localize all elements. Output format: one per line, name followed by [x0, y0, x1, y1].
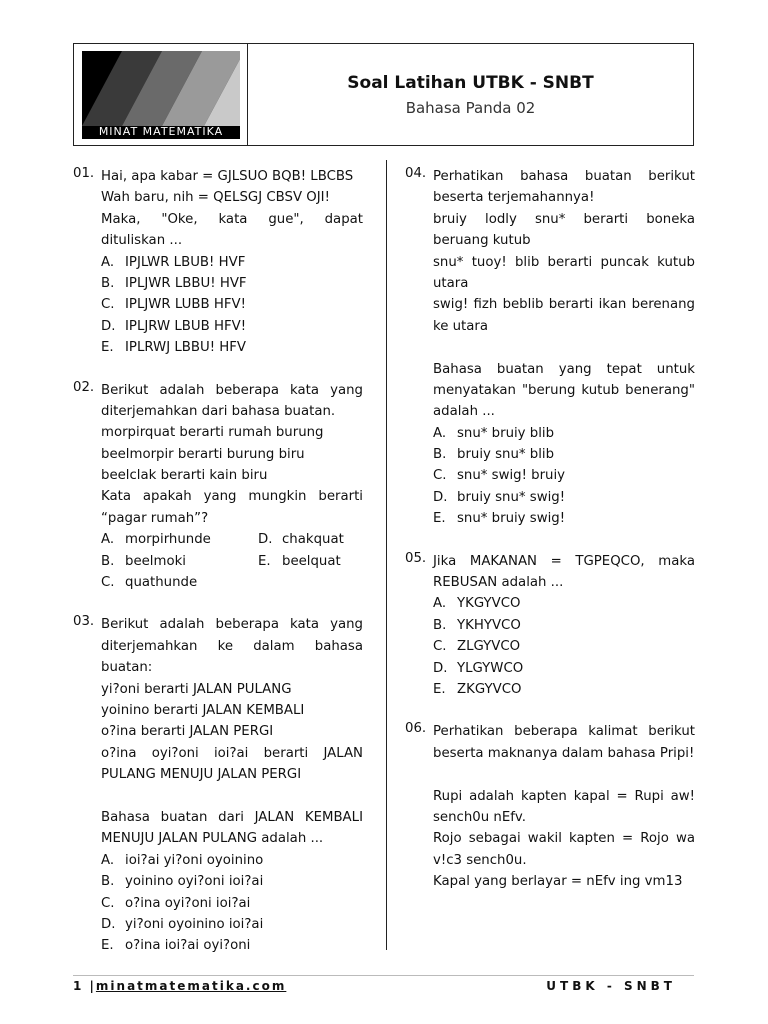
- question-text-line: adalah ...: [433, 404, 495, 420]
- option-letter: D.: [258, 532, 273, 548]
- question-text-line: Rojo sebagai wakil kapten = Rojo wa: [433, 831, 695, 847]
- option-text: ZKGYVCO: [457, 681, 522, 697]
- question-text-line: v!c3 sench0u.: [433, 852, 527, 868]
- question-text-line: Wah baru, nih = QELSGJ CBSV OJI!: [101, 190, 330, 206]
- option-letter: A.: [101, 532, 115, 548]
- option-text: snu* bruiy swig!: [457, 511, 566, 527]
- question-text-line: Kata apakah yang mungkin berarti: [101, 489, 363, 505]
- right-column: [405, 166, 695, 893]
- footer-site-link[interactable]: minatmatematika.com: [95, 979, 287, 993]
- option-text: YKHYVCO: [457, 617, 521, 633]
- answer-option[interactable]: [433, 444, 695, 465]
- question-text-line: beelclak berarti kain biru: [101, 468, 268, 484]
- option-letter: D.: [433, 489, 448, 505]
- answer-option[interactable]: [101, 935, 363, 956]
- question-text-line: Hai, apa kabar = GJLSUO BQB! LBCBS: [101, 169, 354, 184]
- option-text: beelquat: [282, 553, 341, 569]
- answer-option[interactable]: [433, 487, 695, 508]
- logo-text: MINAT MATEMATIKA: [98, 125, 224, 138]
- option-text: IPLRWJ LBBU! HFV: [125, 340, 247, 356]
- option-letter: B.: [433, 617, 447, 633]
- answer-option[interactable]: [433, 658, 695, 679]
- column-divider: [386, 160, 387, 950]
- answer-option-row: [101, 551, 363, 572]
- question-text-line: Rupi adalah kapten kapal = Rupi aw!: [433, 788, 695, 804]
- question-text-line: swig! fizh beblib berarti ikan berenang: [433, 297, 695, 313]
- answer-option[interactable]: [101, 914, 363, 935]
- question-text-line: beserta terjemahannya!: [433, 190, 595, 206]
- answer-option[interactable]: [433, 465, 695, 486]
- answer-option[interactable]: [433, 636, 695, 657]
- question-text-line: Jika MAKANAN = TGPEQCO, maka: [433, 553, 695, 569]
- answer-option[interactable]: [433, 423, 695, 444]
- question-text-line: Kapal yang berlayar = nEfv ing vm13: [433, 874, 683, 890]
- question-text-line: yi?oni berarti JALAN PULANG: [101, 681, 292, 697]
- option-letter: C.: [433, 468, 447, 484]
- answer-option[interactable]: [101, 572, 258, 593]
- question-text-line: yoinino berarti JALAN KEMBALI: [101, 702, 305, 718]
- answer-option[interactable]: [101, 337, 363, 358]
- answer-option[interactable]: [258, 529, 344, 550]
- question-text-line: beelmorpir berarti burung biru: [101, 446, 305, 462]
- blank-line: [101, 786, 363, 807]
- question-text-line: beserta maknanya dalam bahasa Pripi!: [433, 745, 695, 761]
- option-text: IPLJWR LUBB HFV!: [125, 297, 246, 313]
- question-text-line: MENUJU JALAN PULANG adalah ...: [101, 831, 324, 847]
- answer-option[interactable]: [101, 551, 258, 572]
- option-text: o?ina ioi?ai oyi?oni: [125, 938, 251, 954]
- document-title: Soal Latihan UTBK - SNBT: [347, 73, 594, 93]
- question-number: 03.: [73, 614, 95, 630]
- option-letter: E.: [433, 511, 446, 527]
- option-text: ZLGYVCO: [457, 639, 521, 655]
- footer: [73, 975, 694, 996]
- title-area: [248, 44, 693, 145]
- answer-option[interactable]: [433, 593, 695, 614]
- question-text-line: Bahasa buatan yang tepat untuk: [433, 361, 695, 377]
- option-letter: A.: [101, 254, 115, 270]
- option-letter: E.: [101, 938, 114, 954]
- answer-option[interactable]: [101, 850, 363, 871]
- answer-option[interactable]: [101, 294, 363, 315]
- option-letter: C.: [101, 297, 115, 313]
- option-text: quathunde: [125, 575, 198, 591]
- question-text-line: diterjemahkan dari bahasa buatan.: [101, 403, 336, 419]
- option-text: IPLJWR LBBU! HVF: [125, 275, 247, 291]
- answer-option[interactable]: [101, 893, 363, 914]
- question-body: [101, 380, 363, 594]
- answer-option[interactable]: [101, 316, 363, 337]
- question-number: 02.: [73, 379, 95, 395]
- question-text-line: sench0u nEfv.: [433, 809, 526, 825]
- option-letter: D.: [433, 660, 448, 676]
- question-text-line: Berikut adalah beberapa kata yang: [101, 617, 363, 633]
- option-text: ioi?ai yi?oni oyoinino: [125, 852, 264, 868]
- question-text-line: morpirquat berarti rumah burung: [101, 425, 324, 441]
- question-text-line: PULANG MENUJU JALAN PERGI: [101, 767, 302, 783]
- document-subtitle: Bahasa Panda 02: [405, 99, 536, 117]
- question-text-line: dituliskan ...: [101, 233, 183, 249]
- question-text-line: ke utara: [433, 318, 489, 334]
- answer-option[interactable]: [258, 551, 341, 572]
- question-03: [73, 614, 363, 956]
- question-text-line: Maka, "Oke, kata gue", dapat: [101, 211, 363, 227]
- option-letter: B.: [101, 874, 115, 890]
- option-text: YLGYWCO: [457, 660, 524, 676]
- option-letter: C.: [433, 639, 447, 655]
- option-letter: B.: [101, 275, 115, 291]
- page-number: 1 |: [73, 979, 96, 993]
- question-04: [405, 166, 695, 530]
- option-text: snu* bruiy blib: [457, 425, 555, 441]
- option-text: IPLJRW LBUB HFV!: [125, 318, 247, 334]
- option-text: bruiy snu* blib: [457, 447, 555, 463]
- answer-option[interactable]: [433, 508, 695, 529]
- question-text-line: REBUSAN adalah ...: [433, 575, 564, 591]
- option-letter: A.: [433, 425, 447, 441]
- option-text: o?ina oyi?oni ioi?ai: [125, 895, 251, 911]
- option-letter: C.: [101, 575, 115, 591]
- answer-option[interactable]: [101, 273, 363, 294]
- question-text-line: snu* tuoy! blib berarti puncak kutub: [433, 254, 695, 270]
- answer-option-row: [101, 572, 363, 593]
- header-box: [73, 43, 694, 146]
- option-text: snu* swig! bruiy: [457, 468, 566, 484]
- question-body: [101, 614, 363, 956]
- option-letter: E.: [101, 340, 114, 356]
- logo-box: [74, 44, 248, 145]
- question-body: [433, 721, 695, 892]
- option-text: chakquat: [282, 532, 344, 548]
- option-letter: A.: [433, 596, 447, 612]
- question-number: 05.: [405, 550, 427, 566]
- question-text-line: buatan:: [101, 660, 153, 676]
- answer-option[interactable]: [433, 615, 695, 636]
- option-letter: A.: [101, 852, 115, 868]
- answer-option[interactable]: [101, 252, 363, 273]
- footer-left: [73, 979, 286, 993]
- question-number: 06.: [405, 721, 427, 737]
- answer-option[interactable]: [101, 871, 363, 892]
- question-06: [405, 721, 695, 892]
- left-column: [73, 166, 363, 957]
- option-letter: B.: [101, 553, 115, 569]
- option-letter: D.: [101, 916, 116, 932]
- option-text: YKGYVCO: [457, 596, 521, 612]
- option-text: yi?oni oyoinino ioi?ai: [125, 916, 264, 932]
- question-number: 01.: [73, 166, 95, 181]
- question-text-line: “pagar rumah”?: [101, 510, 209, 526]
- question-text-line: Berikut adalah beberapa kata yang: [101, 382, 363, 398]
- question-text-line: Perhatikan beberapa kalimat berikut: [433, 724, 695, 740]
- answer-option-row: [101, 529, 363, 550]
- question-body: [433, 551, 695, 701]
- question-text-line: o?ina oyi?oni ioi?ai berarti JALAN: [101, 745, 363, 761]
- question-text-line: Perhatikan bahasa buatan berikut: [433, 169, 695, 184]
- question-05: [405, 551, 695, 701]
- question-body: [101, 166, 363, 359]
- question-text-line: menyatakan "berung kutub benerang": [433, 382, 695, 398]
- question-01: [73, 166, 363, 359]
- question-text-line: diterjemahkan ke dalam bahasa: [101, 638, 363, 654]
- question-text-line: utara: [433, 275, 469, 291]
- option-text: bruiy snu* swig!: [457, 489, 566, 505]
- option-text: beelmoki: [125, 553, 186, 569]
- option-text: IPJLWR LBUB! HVF: [125, 254, 246, 270]
- footer-exam-label: UTBK - SNBT: [546, 979, 676, 993]
- question-number: 04.: [405, 166, 427, 181]
- question-text-line: bruiy lodly snu* berarti boneka: [433, 211, 695, 227]
- question-02: [73, 380, 363, 594]
- option-letter: C.: [101, 895, 115, 911]
- blank-line: [433, 764, 695, 785]
- option-letter: E.: [433, 681, 446, 697]
- blank-line: [433, 337, 695, 358]
- answer-option[interactable]: [433, 679, 695, 700]
- option-text: yoinino oyi?oni ioi?ai: [125, 874, 264, 890]
- question-text-line: Bahasa buatan dari JALAN KEMBALI: [101, 809, 363, 825]
- option-letter: B.: [433, 447, 447, 463]
- option-text: morpirhunde: [125, 532, 211, 548]
- option-letter: E.: [258, 553, 271, 569]
- question-text-line: o?ina berarti JALAN PERGI: [101, 724, 274, 740]
- question-text-line: beruang kutub: [433, 233, 531, 249]
- option-letter: D.: [101, 318, 116, 334]
- question-body: [433, 166, 695, 530]
- answer-option[interactable]: [101, 529, 258, 550]
